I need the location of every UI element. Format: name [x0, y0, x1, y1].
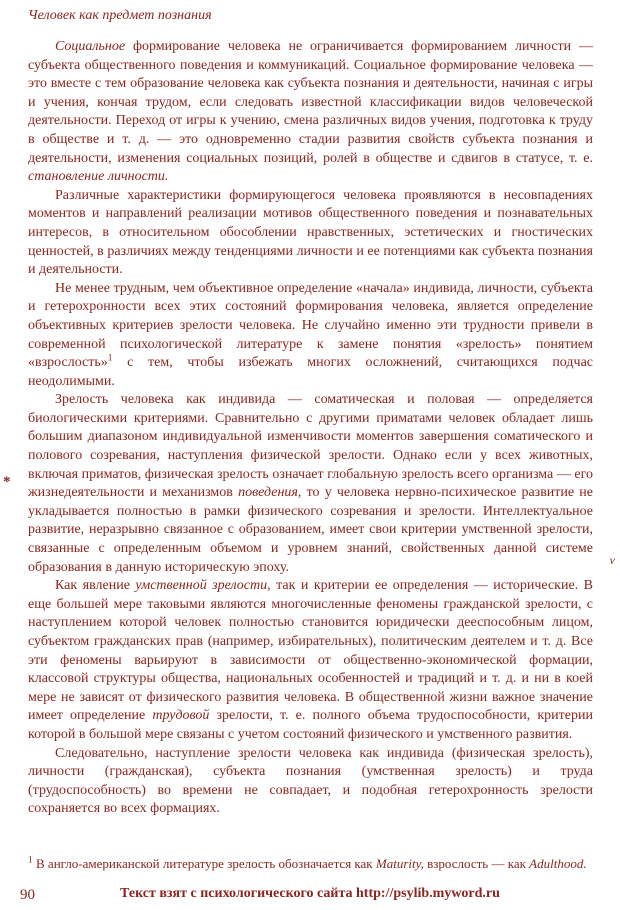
- footnote: [28, 856, 593, 872]
- paragraph: [28, 38, 593, 187]
- text-run: зрелости, т. е. полного объема трудоспособности, критерии которой в большой мере связаны с учетом состояний физического и умственного развития.: [28, 708, 593, 742]
- text-run: то у человека нервно-психическое развитие не укладывается полностью в рамки физического созревания и зрелости. Интеллектуальное развитие, неразрывно связанное с образованием, имеет свои критерии умственной зрелости, связанные с определенным объемом и уровнем знаний, свойственных данной системе образования в данную историческую эпоху.: [28, 485, 593, 575]
- text-run: Различные характеристики формирующегося человека проявляются в несовпадениях моментов и направлений реализации мотивов общественного поведения и познавательных интересов, в относительном обособлении нравственных, эстетических и гностических ценностей, в различиях между тенденциями личности и ее потенциями как субъекта познания и деятельности.: [28, 187, 593, 278]
- text-run-italic: становление личности.: [28, 169, 169, 185]
- text-run: Зрелость человека как индивида — соматическая и половая — определяется биологическими критериями. Сравнительно с другими приматами человек обладает лишь большим диапазоном индивидуальной изменчивости моментов завершения соматического и полового созревания, наступления физической зрелости. Однако если у всех животных, включая приматов, физическая зрелость означает глобальную зрелость всего организма — его жизнедеятельности и механизмов: [28, 392, 593, 501]
- paragraph: [28, 280, 593, 392]
- text-run: с тем, чтобы избежать многих осложнений, считающихся подчас неодолимыми.: [28, 355, 593, 389]
- text-run-italic: Adulthood.: [529, 856, 587, 871]
- text-run: Не менее трудным, чем объективное определение «начала» индивида, личности, субъекта и гетерохронности всех этих состояний формирования человека, является определение объективных критериев зрелости человека. Не случайно именно эти трудности привели в современной психологической литературе к замене понятия «зрелость» понятием «взрослость»: [28, 280, 593, 371]
- paragraph: [28, 577, 593, 744]
- footer-source-line: Текст взят с психологического сайта http://psylib.myword.ru: [120, 886, 500, 901]
- text-run: Как явление: [55, 578, 136, 594]
- text-run-italic: умственной зрелости,: [135, 578, 271, 594]
- text-run: формирование человека не ограничивается формированием личности — субъекта общественного поведения и коммуникаций. Социальное формирование человека — это вместе с тем образование человека как субъекта познания и деятельности, начиная с игры и учения, кончая трудом, если следовать известной классификации видов человеческой деятельности. Переход от игры к учению, смена различных видов учения, подготовка к труду в обществе и т. д. — это одновременно стадии развития свойств субъекта познания и деятельности, изменения социальных позиций, ролей в обществе и сдвигов в статусе, т. е.: [28, 39, 593, 166]
- text-run-italic: Maturity,: [375, 856, 424, 871]
- text-run: так и критерии ее определения — исторические. В еще большей мере таковыми являются многочисленные феномены гражданской зрелости, с наступлением которой человек полностью становится юридически дееспособным лицом, субъектом гражданских прав (например, избирательных), политическим деятелем и т. д. Все эти феномены варьируют в зависимости от общественно-экономической формации, классовой структуры общества, национальных особенностей и традиций и т. д. и ни в коей мере не зависят от физического развития человека. В общественной жизни важное значение имеет определение: [28, 578, 594, 724]
- text-run: Следовательно, наступление зрелости человека как индивида (физическая зрелость), личности (гражданская), субъекта познания (умственная зрелость) и труда (трудоспособность) во времени не совпадает, и подобная гетерохронность зрелости сохраняется во всех формациях.: [28, 745, 593, 817]
- text-run-italic: трудовой: [152, 708, 210, 724]
- running-header: Человек как предмет познания: [28, 8, 212, 23]
- text-run: В англо-американской литературе зрелость обозначается как: [32, 856, 376, 871]
- paragraph: [28, 391, 593, 577]
- page-number: 90: [20, 887, 35, 903]
- footnote-reference: 1: [107, 353, 113, 364]
- text-run-italic: Социальное: [55, 39, 126, 54]
- footnote-marker: 1: [28, 855, 33, 866]
- text-run-italic: поведения,: [238, 485, 302, 501]
- paragraph: [28, 745, 593, 819]
- margin-asterisk: *: [3, 474, 11, 490]
- margin-check-mark: v: [609, 553, 615, 567]
- paragraph: [28, 187, 593, 280]
- text-run: взрослость — как: [423, 856, 530, 871]
